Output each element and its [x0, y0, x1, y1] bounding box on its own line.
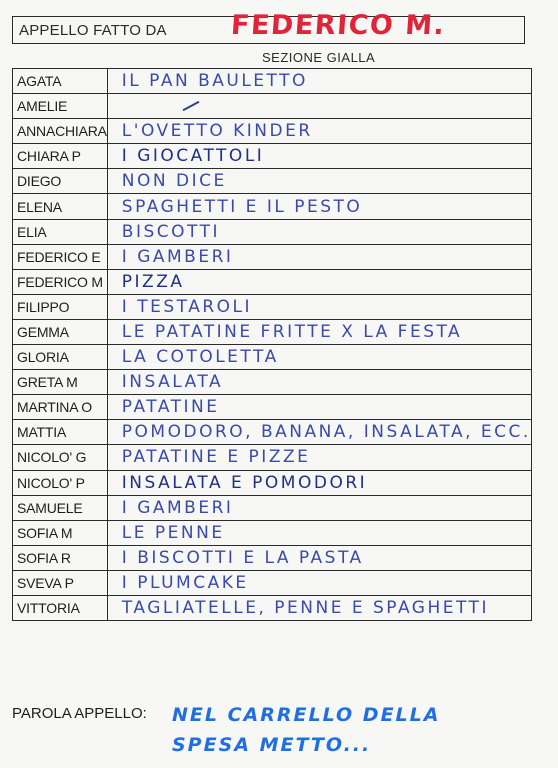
table-row — [13, 244, 532, 269]
table-row — [13, 595, 532, 620]
table-row — [13, 144, 532, 169]
child-name: FEDERICO E — [13, 244, 108, 269]
child-name: ELIA — [13, 219, 108, 244]
child-answer: INSALATA — [107, 370, 531, 395]
table-row — [13, 420, 532, 445]
child-answer: LE PENNE — [107, 520, 531, 545]
child-answer: I TESTAROLI — [107, 294, 531, 319]
child-answer: SPAGHETTI E IL PESTO — [107, 194, 531, 219]
child-answer: INSALATA E POMODORI — [107, 470, 531, 495]
child-name: NICOLO' G — [13, 445, 108, 470]
child-answer: I PLUMCAKE — [107, 570, 531, 595]
table-row — [13, 570, 532, 595]
password-label: PAROLA APPELLO: — [12, 705, 147, 722]
child-name: FEDERICO M — [13, 269, 108, 294]
header-label: APPELLO FATTO DA — [19, 22, 167, 39]
table-row — [13, 294, 532, 319]
child-answer: BISCOTTI — [107, 219, 531, 244]
child-name: GLORIA — [13, 345, 108, 370]
table-row — [13, 94, 532, 119]
child-name: SAMUELE — [13, 495, 108, 520]
table-row — [13, 370, 532, 395]
child-answer: I BISCOTTI E LA PASTA — [107, 545, 531, 570]
password-answer: NEL CARRELLO DELLA SPESA METTO... — [172, 704, 441, 756]
table-row — [13, 545, 532, 570]
child-answer: I GAMBERI — [107, 244, 531, 269]
table-row — [13, 520, 532, 545]
child-name: GEMMA — [13, 319, 108, 344]
child-answer: L'OVETTO KINDER — [107, 119, 531, 144]
child-answer: LA COTOLETTA — [107, 345, 531, 370]
child-answer: TAGLIATELLE, PENNE E SPAGHETTI — [107, 595, 531, 620]
child-name: SOFIA M — [13, 520, 108, 545]
child-name: CHIARA P — [13, 144, 108, 169]
table-row — [13, 345, 532, 370]
child-answer — [107, 94, 531, 119]
child-name: VITTORIA — [13, 595, 108, 620]
table-row — [13, 119, 532, 144]
table-row — [13, 470, 532, 495]
table-row — [13, 319, 532, 344]
dash-mark-icon — [182, 101, 199, 111]
child-name: AGATA — [13, 69, 108, 94]
child-answer: NON DICE — [107, 169, 531, 194]
table-row — [13, 269, 532, 294]
child-answer: I GAMBERI — [107, 495, 531, 520]
child-name: NICOLO' P — [13, 470, 108, 495]
header-box — [12, 10, 525, 44]
table-row — [13, 395, 532, 420]
child-answer: PIZZA — [107, 269, 531, 294]
table-row — [13, 495, 532, 520]
table-row — [13, 445, 532, 470]
child-answer: IL PAN BAULETTO — [107, 69, 531, 94]
child-answer: I GIOCATTOLI — [107, 144, 531, 169]
child-name: GRETA M — [13, 370, 108, 395]
child-answer: POMODORO, BANANA, INSALATA, ECC. — [107, 420, 531, 445]
child-name: MATTIA — [13, 420, 108, 445]
child-name: DIEGO — [13, 169, 108, 194]
child-answer: PATATINE — [107, 395, 531, 420]
roster-table — [12, 68, 532, 621]
table-row — [13, 69, 532, 94]
child-name: ANNACHIARA — [13, 119, 108, 144]
child-answer: LE PATATINE FRITTE X LA FESTA — [107, 319, 531, 344]
section-label: SEZIONE GIALLA — [262, 50, 376, 65]
child-name: FILIPPO — [13, 294, 108, 319]
child-name: SOFIA R — [13, 545, 108, 570]
table-row — [13, 219, 532, 244]
author-name: FEDERICO M. — [229, 10, 447, 41]
table-row — [13, 194, 532, 219]
child-name: MARTINA O — [13, 395, 108, 420]
child-name: SVEVA P — [13, 570, 108, 595]
child-name: ELENA — [13, 194, 108, 219]
child-answer: PATATINE E PIZZE — [107, 445, 531, 470]
child-name: AMELIE — [13, 94, 108, 119]
table-row — [13, 169, 532, 194]
